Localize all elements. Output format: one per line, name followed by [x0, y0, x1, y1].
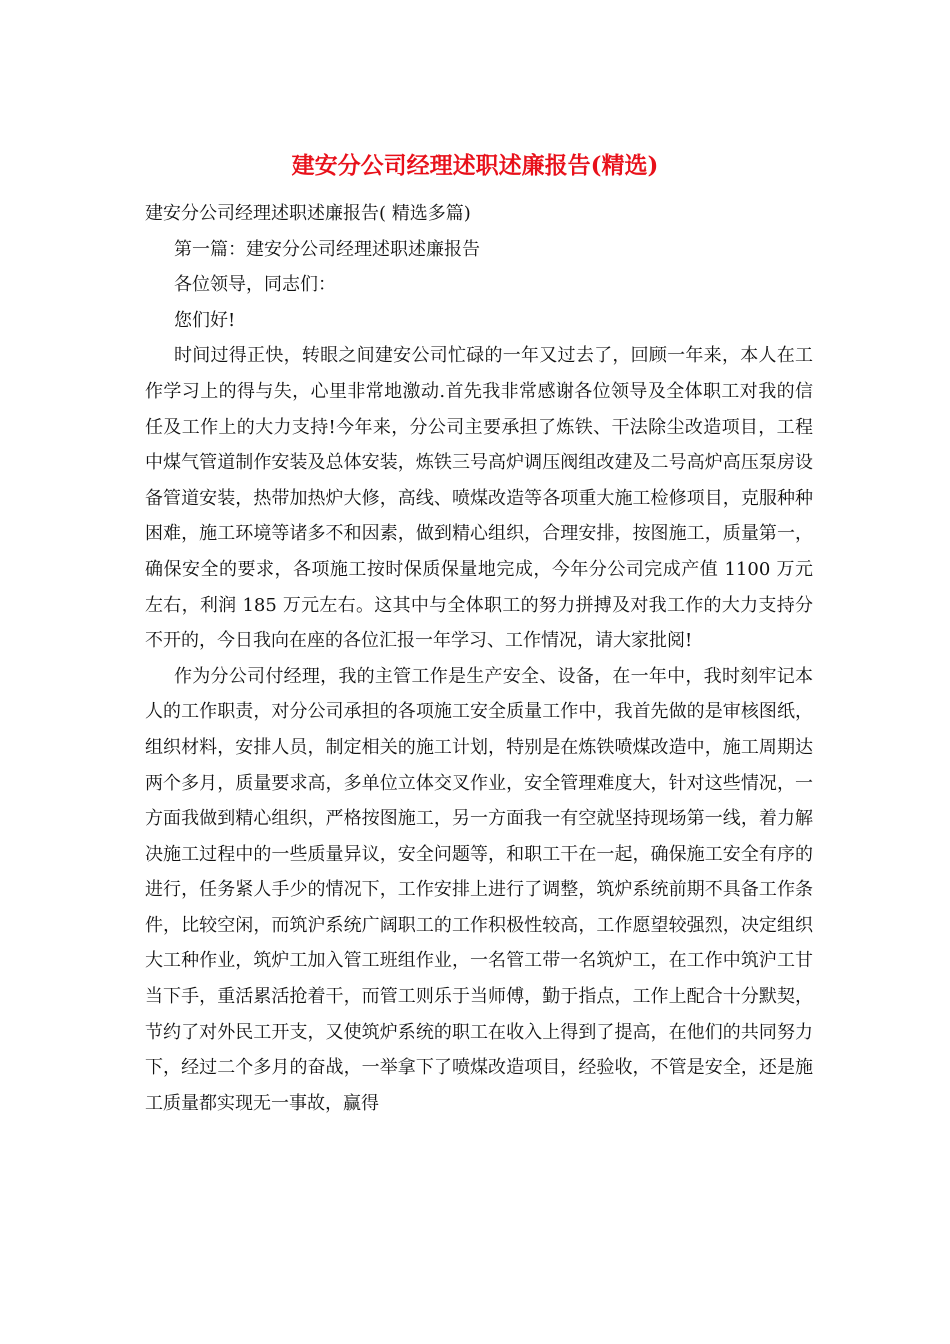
document-title: 建安分公司经理述职述廉报告(精选) — [291, 152, 659, 179]
salutation: 各位领导，同志们： — [174, 274, 336, 296]
paragraph-year-review: 时间过得正快，转眼之间建安公司忙碌的一年又过去了，回顾一年来，本人在工作学习上的得与失，心里非常地激动.首先我非常感谢各位领导及全体职工对我的信任及工作上的大力支持!今年来，分公司主要承担了炼铁、干法除尘改造项目，工程中煤气管道制作安装及总体安装，炼铁三号高炉调压阀组改建及二号高炉高压泵房设备管道安装，热带加热炉大修，高线、喷煤改造等各项重大施工检修项目，克服种种困难，施工环境等诸多不和因素，做到精心组织，合理安排，按图施工，质量第一，确保安全的要求，各项施工按时保质保量地完成，今年分公司完成产值 1100 万元左右，利润 185 万元左右。这其中与全体职工的努力拼搏及对我工作的大力支持分不开的，今日我向在座的各位汇报一年学习、工作情况，请大家批阅! — [145, 345, 813, 652]
document-subtitle: 建安分公司经理述职述廉报告( 精选多篇) — [145, 203, 471, 224]
greeting: 您们好! — [174, 309, 236, 331]
document-body — [145, 196, 813, 1121]
paragraph-work-duties: 作为分公司付经理，我的主管工作是生产安全、设备，在一年中，我时刻牢记本人的工作职责，对分公司承担的各项施工安全质量工作中，我首先做的是审核图纸，组织材料，安排人员，制定相关的施工计划，特别是在炼铁喷煤改造中，施工周期达两个多月，质量要求高，多单位立体交叉作业，安全管理难度大，针对这些情况，一方面我做到精心组织，严格按图施工，另一方面我一有空就坚持现场第一线，着力解决施工过程中的一些质量异议，安全问题等，和职工干在一起，确保施工安全有序的进行，任务紧人手少的情况下，工作安排上进行了调整，筑炉系统前期不具备工作条件，比较空闲，而筑沪系统广阔职工的工作积极性较高，工作愿望较强烈，决定组织大工种作业，筑炉工加入管工班组作业，一名管工带一名筑炉工，在工作中筑沪工甘当下手，重活累活抢着干，而管工则乐于当师傅，勤于指点，工作上配合十分默契，节约了对外民工开支，又使筑炉系统的职工在收入上得到了提高，在他们的共同努力下，经过二个多月的奋战，一举拿下了喷煤改造项目，经验收，不管是安全，还是施工质量都实现无一事故，赢得 — [145, 665, 813, 1114]
chapter-heading: 第一篇：建安分公司经理述职述廉报告 — [174, 238, 480, 260]
